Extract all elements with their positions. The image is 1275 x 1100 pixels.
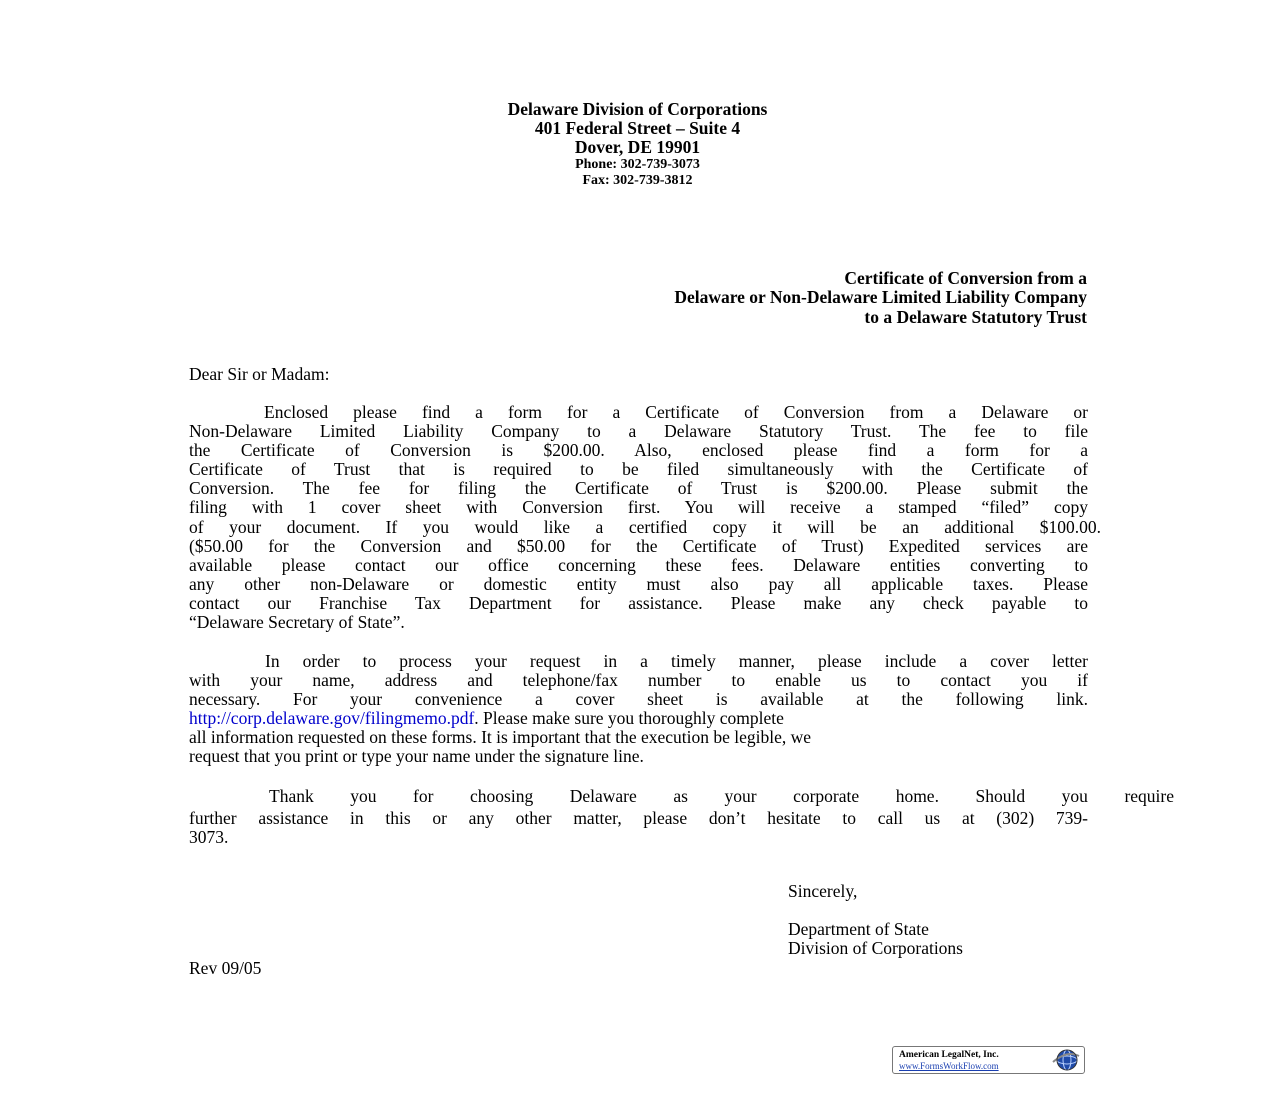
department-name: Department of State — [788, 919, 929, 939]
p1-line: Certificate of Trust that is required to be filed simultaneously with the Certificate of — [189, 459, 1088, 480]
subject-line-1: Certificate of Conversion from a — [844, 268, 1087, 288]
p1-line: ($50.00 for the Conversion and $50.00 for the Certificate of Trust) Expedited services are — [189, 535, 1088, 556]
paragraph-thank-you — [189, 786, 1174, 848]
org-name: Delaware Division of Corporations — [507, 99, 768, 119]
footer-badge[interactable] — [892, 1046, 1085, 1074]
p1-line: filing with 1 cover sheet with Conversion first. You will receive a stamped “filed” copy — [189, 497, 1088, 518]
paragraph-cover-letter — [189, 652, 1088, 767]
footer-website-link[interactable]: www.FormsWorkFlow.com — [899, 1061, 999, 1071]
p1-line: of your document. If you would like a certified copy it will be an additional $100.00. — [189, 516, 1101, 537]
p3-line: 3073. — [189, 827, 229, 848]
p3-line: Thank you for choosing Delaware as your corporate home. Should you require — [269, 786, 1174, 806]
p2-line-6: request that you print or type your name under the signature line. — [189, 746, 644, 767]
p2-line-4 — [189, 709, 1088, 728]
signature-block — [788, 920, 963, 958]
division-name: Division of Corporations — [788, 938, 963, 958]
salutation: Dear Sir or Madam: — [189, 364, 330, 384]
p1-line: Conversion. The fee for filing the Certificate of Trust is $200.00. Please submit the — [189, 478, 1088, 499]
footer-company: American LegalNet, Inc. — [899, 1050, 999, 1060]
p1-line: available please contact our office concerning these fees. Delaware entities converting to — [189, 554, 1088, 575]
subject-line-3: to a Delaware Statutory Trust — [864, 306, 1087, 327]
revision-label: Rev 09/05 — [189, 958, 262, 978]
p1-line: the Certificate of Conversion is $200.00. Also, enclosed please find a form for a — [189, 440, 1088, 461]
letterhead — [0, 100, 1275, 189]
phone-number: Phone: 302-739-3073 — [575, 157, 700, 172]
p1-line: Non-Delaware Limited Liability Company to a Delaware Statutory Trust. The fee to file — [189, 421, 1088, 442]
p2-line-4-rest: . Please make sure you thoroughly complete — [474, 708, 784, 729]
filing-memo-link[interactable]: http://corp.delaware.gov/filingmemo.pdf — [189, 708, 475, 729]
fax-number: Fax: 302-739-3812 — [582, 173, 693, 188]
city-state-zip: Dover, DE 19901 — [574, 137, 701, 157]
subject-heading — [674, 269, 1087, 327]
globe-logo-icon — [1047, 1048, 1081, 1072]
p1-line: contact our Franchise Tax Department for assistance. Please make any check payable to — [189, 592, 1088, 613]
street-address: 401 Federal Street – Suite 4 — [534, 118, 741, 138]
p1-line: “Delaware Secretary of State”. — [189, 612, 405, 633]
p2-line-3: necessary. For your convenience a cover sheet is available at the following link. — [189, 689, 1088, 710]
subject-line-2: Delaware or Non-Delaware Limited Liability Company — [674, 287, 1087, 308]
paragraph-fees — [189, 402, 1101, 633]
p1-line: any other non-Delaware or domestic entity must also pay all applicable taxes. Please — [189, 573, 1088, 594]
sign-off: Sincerely, — [788, 881, 858, 901]
p2-line-5: all information requested on these forms. It is important that the execution be legible, we — [189, 727, 812, 748]
p3-line: further assistance in this or any other matter, please don’t hesitate to call us at (302) 739- — [189, 808, 1088, 829]
p1-line: Enclosed please find a form for a Certificate of Conversion from a Delaware or — [264, 402, 1088, 422]
p2-line-2: with your name, address and telephone/fax number to enable us to contact you if — [189, 670, 1088, 691]
p2-line-1: In order to process your request in a timely manner, please include a cover letter — [265, 651, 1088, 671]
